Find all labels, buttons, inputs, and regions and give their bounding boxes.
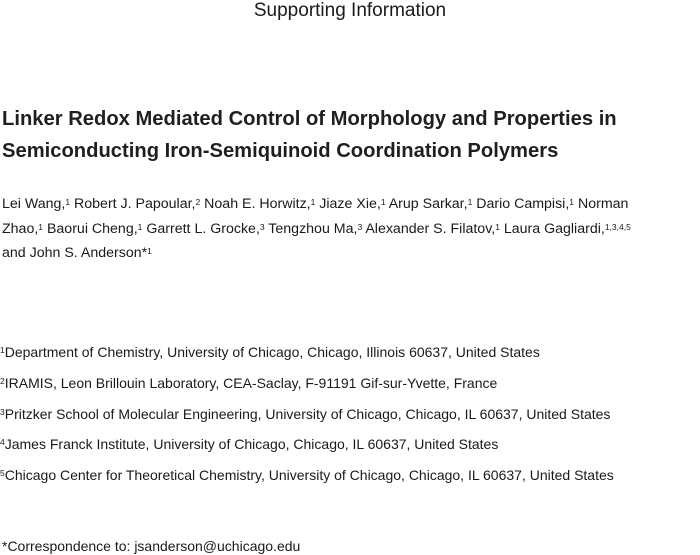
affiliation-text: James Franck Institute, University of Chicago, Chicago, IL 60637, United States xyxy=(4,436,499,453)
author-name: and John S. Anderson* xyxy=(2,245,148,261)
author-line-3 xyxy=(2,241,698,266)
author-name: Norman xyxy=(574,196,629,212)
affiliation-item xyxy=(0,399,698,430)
author-name: Baorui Cheng, xyxy=(43,220,138,237)
author-affiliation-marker: 1 xyxy=(310,197,316,207)
affiliation-marker: 5 xyxy=(0,468,5,479)
author-name: Laura Gagliardi, xyxy=(499,220,605,237)
affiliation-marker: 4 xyxy=(0,437,5,448)
author-line-2 xyxy=(2,217,698,242)
affiliation-text: IRAMIS, Leon Brillouin Laboratory, CEA-Saclay, F-91191 Gif-sur-Yvette, France xyxy=(4,374,498,391)
author-name: Noah E. Horwitz, xyxy=(200,196,311,212)
author-name: Lei Wang, xyxy=(2,196,66,212)
author-affiliation-marker: 1 xyxy=(65,197,71,207)
affiliation-item xyxy=(0,337,698,368)
author-line-1 xyxy=(2,192,698,217)
section-header: Supporting Information xyxy=(253,0,447,21)
author-name: Garrett L. Grocke, xyxy=(142,220,260,237)
author-name: Arup Sarkar, xyxy=(385,196,468,212)
author-affiliation-marker: 1 xyxy=(147,246,152,256)
author-name: Zhao, xyxy=(2,220,39,237)
affiliation-marker: 1 xyxy=(0,345,5,355)
author-affiliation-marker: 1 xyxy=(467,197,473,207)
author-affiliation-marker: 1,3,4,5 xyxy=(604,221,631,232)
paper-title xyxy=(2,103,700,167)
author-list xyxy=(2,192,698,266)
affiliation-text: Department of Chemistry, University of Chicago, Chicago, Illinois 60637, United States xyxy=(4,344,540,360)
author-affiliation-marker: 1 xyxy=(137,221,143,232)
title-line-2: Semiconducting Iron-Semiquinoid Coordination Polymers xyxy=(2,140,559,162)
affiliation-text: Pritzker School of Molecular Engineering, University of Chicago, Chicago, IL 60637, United States xyxy=(4,405,611,422)
affiliation-text: Chicago Center for Theoretical Chemistry, University of Chicago, Chicago, IL 60637, United States xyxy=(4,467,614,484)
author-affiliation-marker: 1 xyxy=(569,197,575,207)
affiliation-item xyxy=(0,368,698,399)
affiliation-list xyxy=(0,337,698,491)
author-affiliation-marker: 3 xyxy=(259,221,265,232)
author-affiliation-marker: 1 xyxy=(495,221,500,232)
author-name: Dario Campisi, xyxy=(472,196,570,212)
affiliation-marker: 3 xyxy=(0,406,5,417)
affiliation-marker: 2 xyxy=(0,375,5,386)
affiliation-item xyxy=(0,429,698,460)
author-name: Tengzhou Ma, xyxy=(264,220,358,237)
correspondence-line xyxy=(2,537,300,555)
author-name: Robert J. Papoular, xyxy=(70,196,196,212)
affiliation-item xyxy=(0,460,698,491)
author-name: Alexander S. Filatov, xyxy=(362,220,496,237)
author-affiliation-marker: 2 xyxy=(195,197,201,207)
author-affiliation-marker: 1 xyxy=(38,221,44,232)
correspondence-label: *Correspondence to: xyxy=(2,538,135,554)
author-name: Jiaze Xie, xyxy=(315,196,381,212)
author-affiliation-marker: 1 xyxy=(380,197,386,207)
title-line-1: Linker Redox Mediated Control of Morphology and Properties in xyxy=(2,108,617,130)
author-affiliation-marker: 3 xyxy=(357,221,363,232)
correspondence-email-link[interactable]: jsanderson@uchicago.edu xyxy=(134,538,301,554)
